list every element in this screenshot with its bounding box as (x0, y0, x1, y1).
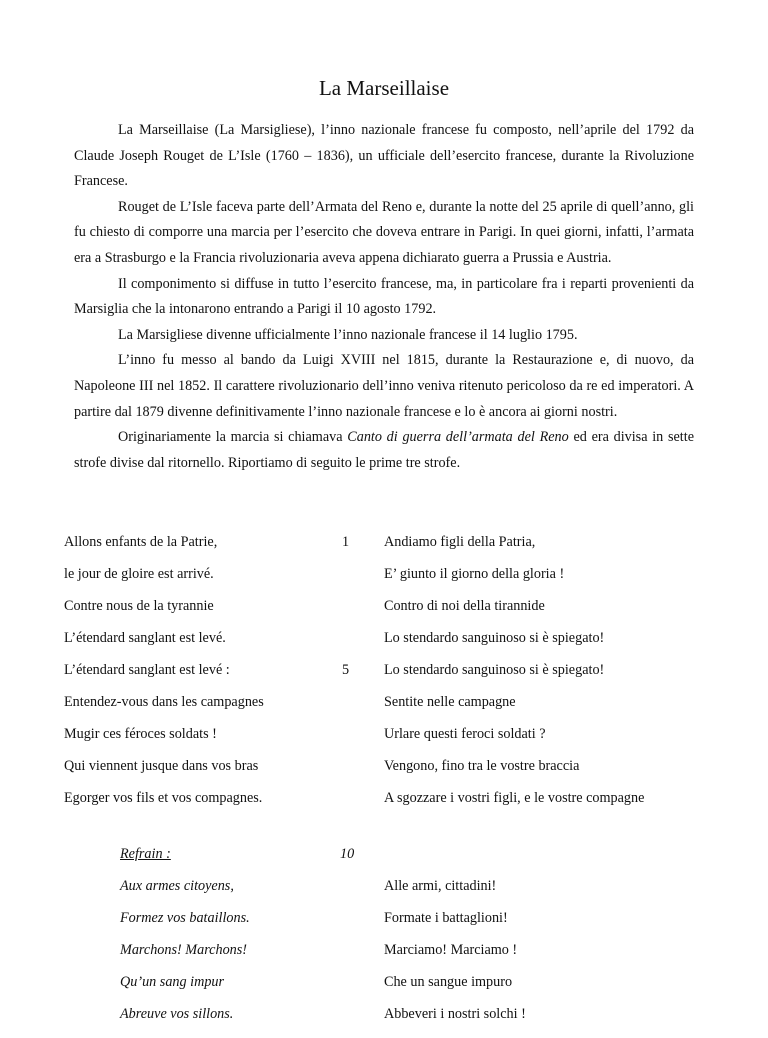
line-number: 10 (340, 846, 355, 862)
italian-line: Sentite nelle campagne (384, 694, 516, 710)
italian-line: Vengono, fino tra le vostre braccia (384, 758, 580, 774)
original-title: Canto di guerra dell’armata del Reno (347, 429, 569, 446)
italian-line: Alle armi, cittadini! (384, 878, 497, 894)
italian-line: Lo stendardo sanguinoso si è spiegato! (384, 630, 605, 646)
refrain-row (64, 910, 704, 942)
french-line: Mugir ces féroces soldats ! (64, 726, 217, 742)
line-number: 5 (342, 662, 350, 678)
french-line: Qu’un sang impur (120, 974, 225, 990)
verse-row (64, 726, 704, 758)
verse-row (64, 630, 704, 662)
line-number: 1 (342, 534, 350, 550)
italian-line: Urlare questi feroci soldati ? (384, 726, 546, 742)
verse-row (64, 790, 704, 822)
paragraph: L’inno fu messo al bando da Luigi XVIII nel 1815, durante la Restaurazione e, di nuovo, da Napoleone III nel 1852. Il carattere rivoluzionario dell’inno veniva ritenuto pericoloso da re ed imperatori. A partire dal 1879 divenne definitivamente l’inno nazionale francese e lo è ancora ai giorni nostri. (74, 352, 694, 420)
paragraph-text: ed era divisa in sette strofe divise dal ritornello. Riportiamo di seguito le prime tre strofe. (74, 429, 694, 471)
paragraph: La Marsigliese divenne ufficialmente l’inno nazionale francese il 14 luglio 1795. (118, 326, 578, 343)
refrain-label: Refrain : (120, 846, 171, 862)
paragraph-text: Originariamente la marcia si chiamava (118, 429, 348, 446)
italian-line: Che un sangue impuro (384, 974, 513, 990)
french-line: L’étendard sanglant est levé. (64, 630, 226, 646)
page-title: La Marseillaise (318, 76, 450, 100)
french-line: Entendez-vous dans les campagnes (64, 694, 264, 710)
verse-table (64, 534, 704, 1038)
paragraph: Il componimento si diffuse in tutto l’esercito francese, ma, in particolare fra i reparti provenienti da Marsiglia che la intonarono entrando a Parigi il 10 agosto 1792. (74, 275, 694, 318)
italian-line: Marciamo! Marciamo ! (384, 942, 518, 958)
italian-line: Andiamo figli della Patria, (384, 534, 536, 550)
french-line: Allons enfants de la Patrie, (64, 534, 218, 550)
french-line: Abreuve vos sillons. (120, 1006, 234, 1022)
french-line: Formez vos bataillons. (120, 910, 250, 926)
italian-line: Lo stendardo sanguinoso si è spiegato! (384, 662, 605, 678)
paragraph (74, 425, 694, 476)
verse-row (64, 566, 704, 598)
verse-row (64, 534, 704, 566)
verse-row (64, 662, 704, 694)
refrain-row (64, 878, 704, 910)
italian-line: A sgozzare i vostri figli, e le vostre compagne (384, 790, 645, 806)
italian-line: Formate i battaglioni! (384, 910, 508, 926)
french-line: Egorger vos fils et vos compagnes. (64, 790, 263, 806)
italian-line: E’ giunto il giorno della gloria ! (384, 566, 565, 582)
refrain-header-row (64, 846, 704, 878)
paragraph: Rouget de L’Isle faceva parte dell’Armata del Reno e, durante la notte del 25 aprile di quell’anno, gli fu chiesto di comporre una marcia per l’esercito che doveva entrare in Parigi. In quei giorni, infatti, l’armata era a Strasburgo e la Francia rivoluzionaria aveva appena dichiarato guerra a Prussia e Austria. (74, 198, 694, 266)
refrain-row (64, 1006, 704, 1038)
french-line: le jour de gloire est arrivé. (64, 566, 214, 582)
french-line: Marchons! Marchons! (120, 942, 248, 958)
refrain-row (64, 974, 704, 1006)
french-line: Aux armes citoyens, (120, 878, 234, 894)
refrain-row (64, 942, 704, 974)
verse-row (64, 598, 704, 630)
paragraph: La Marseillaise (La Marsigliese), l’inno nazionale francese fu composto, nell’aprile del 1792 da Claude Joseph Rouget de L’Isle (1760 – 1836), un ufficiale dell’esercito francese, durante la Rivoluzione Francese. (74, 122, 694, 190)
italian-line: Abbeveri i nostri solchi ! (384, 1006, 526, 1022)
french-line: Qui viennent jusque dans vos bras (64, 758, 259, 774)
intro-text (74, 118, 694, 476)
verse-row (64, 694, 704, 726)
french-line: Contre nous de la tyrannie (64, 598, 214, 614)
verse-row (64, 758, 704, 790)
french-line: L’étendard sanglant est levé : (64, 662, 230, 678)
italian-line: Contro di noi della tirannide (384, 598, 545, 614)
